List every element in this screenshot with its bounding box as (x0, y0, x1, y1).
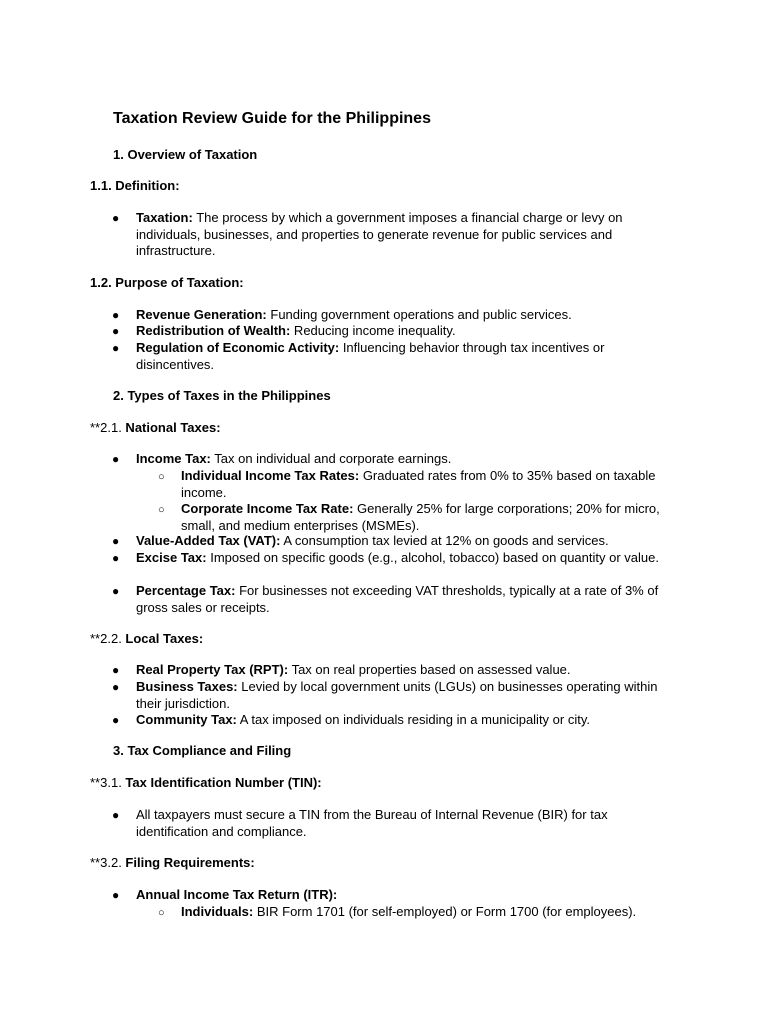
list-item (112, 550, 664, 567)
bullet-icon: ● (112, 888, 120, 902)
bullet-icon: ● (112, 211, 120, 225)
bullet-icon: ● (112, 341, 120, 355)
section-heading: 1. Overview of Taxation (113, 147, 258, 162)
item-text: Tax on real properties based on assessed value. (288, 662, 571, 677)
item-text: Imposed on specific goods (e.g., alcohol, tobacco) based on quantity or value. (206, 550, 659, 565)
item-text: Tax on individual and corporate earnings. (210, 451, 452, 466)
bullet-icon: ● (112, 713, 120, 727)
bullet-icon: ● (112, 680, 120, 694)
bullet-icon: ● (112, 324, 120, 338)
subsection-heading: 1.1. Definition: (90, 178, 180, 193)
subsection-heading: 1.2. Purpose of Taxation: (90, 275, 244, 290)
bullet-icon: ● (112, 452, 120, 466)
item-term: Excise Tax: (136, 550, 207, 565)
list-item (112, 210, 664, 260)
list-item (112, 340, 664, 373)
document-title: Taxation Review Guide for the Philippines (113, 110, 431, 127)
list-item (112, 307, 664, 324)
heading-label: Local Taxes: (121, 631, 204, 646)
item-term: Individual Income Tax Rates: (181, 468, 360, 483)
heading-prefix: **3.1. (90, 775, 122, 790)
subsection-heading (90, 631, 203, 646)
list-item (112, 451, 664, 468)
list-item (112, 662, 664, 679)
item-text: A consumption tax levied at 12% on goods and services. (280, 533, 609, 548)
item-text: Funding government operations and public services. (266, 307, 572, 322)
item-text: The process by which a government imposes a financial charge or levy on individuals, businesses, and properties to generate revenue for public services and infrastructure. (136, 210, 623, 258)
list-item (112, 887, 664, 904)
sub-list-item (158, 468, 663, 501)
item-text: Reducing income inequality. (290, 323, 456, 338)
subsection-heading (90, 775, 322, 790)
section-heading: 2. Types of Taxes in the Philippines (113, 388, 331, 403)
item-term: Revenue Generation: (136, 307, 267, 322)
subsection-heading (90, 420, 221, 435)
bullet-icon: ● (112, 663, 120, 677)
sub-bullet-icon: ○ (158, 471, 165, 483)
item-text: Influencing behavior through tax incentives or disincentives. (136, 340, 605, 372)
bullet-icon: ● (112, 808, 120, 822)
item-term: Individuals: (181, 904, 254, 919)
item-text: A tax imposed on individuals residing in a municipality or city. (236, 712, 590, 727)
item-text: All taxpayers must secure a TIN from the Bureau of Internal Revenue (BIR) for tax identification and compliance. (136, 807, 608, 839)
sub-bullet-icon: ○ (158, 907, 165, 919)
subsection-heading (90, 855, 255, 870)
item-text: BIR Form 1701 (for self-employed) or Form 1700 (for employees). (253, 904, 637, 919)
heading-label: Filing Requirements: (121, 855, 255, 870)
heading-label: Tax Identification Number (TIN): (121, 775, 322, 790)
heading-prefix: **3.2. (90, 855, 122, 870)
item-term: Value-Added Tax (VAT): (136, 533, 281, 548)
section-heading: 3. Tax Compliance and Filing (113, 743, 292, 758)
item-term: Business Taxes: (136, 679, 238, 694)
item-term: Real Property Tax (RPT): (136, 662, 289, 677)
item-term: Taxation: (136, 210, 193, 225)
heading-prefix: **2.1. (90, 420, 122, 435)
item-term: Income Tax: (136, 451, 211, 466)
list-item (112, 712, 664, 729)
item-text: Graduated rates from 0% to 35% based on taxable income. (181, 468, 656, 500)
sub-list-item (158, 501, 663, 534)
heading-prefix: **2.2. (90, 631, 122, 646)
item-term: Percentage Tax: (136, 583, 236, 598)
item-term: Regulation of Economic Activity: (136, 340, 340, 355)
bullet-icon: ● (112, 308, 120, 322)
list-item (112, 533, 664, 550)
list-item (112, 583, 664, 616)
bullet-icon: ● (112, 551, 120, 565)
list-item (112, 323, 664, 340)
list-item (112, 679, 664, 712)
bullet-icon: ● (112, 534, 120, 548)
bullet-icon: ● (112, 584, 120, 598)
sub-list-item (158, 904, 663, 921)
sub-bullet-icon: ○ (158, 504, 165, 516)
item-term: Annual Income Tax Return (ITR): (136, 887, 338, 902)
item-text: For businesses not exceeding VAT thresholds, typically at a rate of 3% of gross sales or receipts. (136, 583, 659, 615)
item-term: Community Tax: (136, 712, 237, 727)
item-text: Generally 25% for large corporations; 20% for micro, small, and medium enterprises (MSMEs). (181, 501, 660, 533)
item-text: Levied by local government units (LGUs) on businesses operating within their jurisdiction. (136, 679, 658, 711)
heading-label: National Taxes: (121, 420, 221, 435)
item-term: Redistribution of Wealth: (136, 323, 291, 338)
list-item (112, 807, 664, 840)
item-term: Corporate Income Tax Rate: (181, 501, 354, 516)
